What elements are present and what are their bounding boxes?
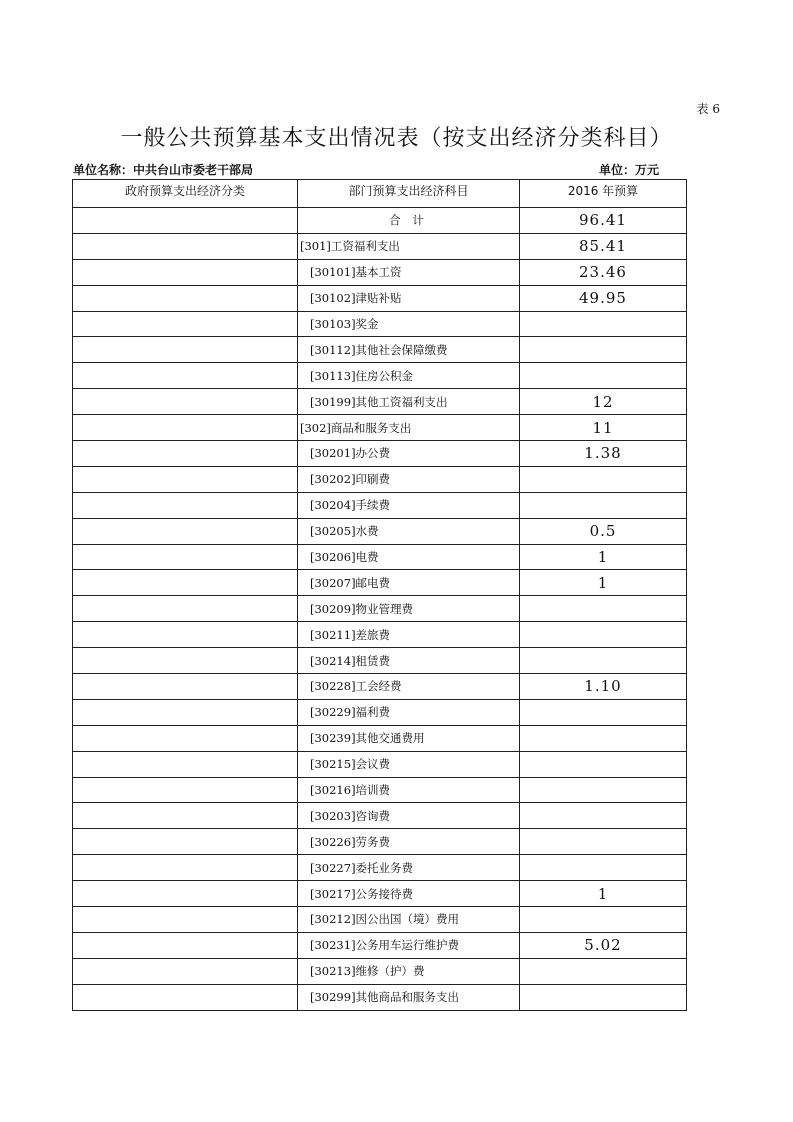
gov-classification-cell [73,415,298,441]
gov-classification-cell [73,363,298,389]
expense-item-cell [298,725,520,751]
gov-classification-cell [73,622,298,648]
expense-item-cell [298,829,520,855]
expense-item-label: [30204]手续费 [310,498,391,513]
budget-value-cell: 0.5 [520,518,687,544]
budget-value-cell: 1.38 [520,441,687,467]
budget-value-cell [520,958,687,984]
expense-item-cell [298,544,520,570]
table-row [73,441,687,467]
gov-classification-cell [73,855,298,881]
budget-value-cell [520,829,687,855]
expense-item-label: [301]工资福利支出 [300,239,400,254]
table-row [73,699,687,725]
expense-item-cell [298,881,520,907]
expense-item-label: [30199]其他工资福利支出 [310,394,448,409]
expense-item-label: [30215]会议费 [310,757,391,772]
expense-item-label: [30113]住房公积金 [310,368,414,383]
budget-value-cell: 12 [520,389,687,415]
expense-item-label: [30216]培训费 [310,783,391,798]
gov-classification-cell [73,674,298,700]
expense-item-cell [298,233,520,259]
gov-classification-cell [73,648,298,674]
expense-item-cell [298,932,520,958]
expense-item-cell [298,259,520,285]
table-row [73,492,687,518]
unit-name: 单位名称：中共台山市委老干部局 [73,163,254,177]
expense-item-label: [30101]基本工资 [310,265,402,280]
header-dept-subject: 部门预算支出经济科目 [298,180,520,208]
budget-table [72,179,687,1011]
budget-value-cell [520,596,687,622]
budget-value-cell [520,363,687,389]
expense-item-cell [298,984,520,1010]
expense-item-label: 合 计 [389,213,428,228]
gov-classification-cell [73,699,298,725]
table-row [73,466,687,492]
expense-item-label: [30203]咨询费 [310,808,391,823]
table-row [73,777,687,803]
gov-classification-cell [73,311,298,337]
expense-item-label: [30102]津贴补贴 [310,291,402,306]
expense-item-cell [298,803,520,829]
expense-item-cell [298,622,520,648]
table-row [73,363,687,389]
gov-classification-cell [73,441,298,467]
budget-value-cell: 1 [520,570,687,596]
budget-value-cell [520,648,687,674]
expense-item-cell [298,415,520,441]
gov-classification-cell [73,570,298,596]
gov-classification-cell [73,208,298,234]
gov-classification-cell [73,751,298,777]
table-row [73,415,687,441]
budget-value-cell: 1 [520,544,687,570]
table-row [73,570,687,596]
gov-classification-cell [73,285,298,311]
expense-item-cell [298,751,520,777]
expense-item-label: [30227]委托业务费 [310,860,414,875]
expense-item-label: [30213]维修（护）费 [310,964,425,979]
expense-item-label: [30229]福利费 [310,705,391,720]
budget-value-cell: 49.95 [520,285,687,311]
expense-item-label: [30228]工会经费 [310,679,402,694]
budget-value-cell [520,699,687,725]
table-row [73,725,687,751]
table-row [73,622,687,648]
expense-item-cell [298,518,520,544]
budget-value-cell [520,492,687,518]
table-number: 表 6 [696,102,720,116]
gov-classification-cell [73,725,298,751]
gov-classification-cell [73,337,298,363]
gov-classification-cell [73,958,298,984]
table-row [73,881,687,907]
table-row [73,596,687,622]
budget-value-cell [520,466,687,492]
gov-classification-cell [73,466,298,492]
header-budget-2016: 2016 年预算 [520,180,687,208]
expense-item-label: [30206]电费 [310,550,379,565]
expense-item-label: [30112]其他社会保障缴费 [310,342,448,357]
gov-classification-cell [73,544,298,570]
table-row [73,855,687,881]
expense-item-label: [30231]公务用车运行维护费 [310,938,460,953]
expense-item-label: [30239]其他交通费用 [310,731,425,746]
table-row [73,829,687,855]
budget-value-cell [520,855,687,881]
gov-classification-cell [73,233,298,259]
budget-value-cell: 85.41 [520,233,687,259]
expense-item-label: [30209]物业管理费 [310,601,414,616]
table-row [73,984,687,1010]
table-row [73,311,687,337]
budget-value-cell [520,311,687,337]
table-row [73,932,687,958]
table-row [73,544,687,570]
budget-value-cell: 5.02 [520,932,687,958]
table-row [73,337,687,363]
expense-item-label: [30103]奖金 [310,317,379,331]
expense-item-label: [30217]公务接待费 [310,886,414,901]
budget-value-cell [520,337,687,363]
expense-item-label: [30201]办公费 [310,446,391,461]
expense-item-cell [298,337,520,363]
budget-value-cell [520,984,687,1010]
gov-classification-cell [73,932,298,958]
expense-item-label: [30226]劳务费 [310,834,391,849]
expense-item-label: [30299]其他商品和服务支出 [310,990,460,1005]
unit-measure: 单位：万元 [599,163,660,177]
table-row [73,259,687,285]
budget-value-cell [520,803,687,829]
expense-item-cell [298,441,520,467]
expense-item-cell [298,363,520,389]
budget-value-cell [520,751,687,777]
page-title: 一般公共预算基本支出情况表（按支出经济分类科目） [120,126,673,151]
table-row [73,389,687,415]
expense-item-label: [30212]因公出国（境）费用 [310,912,460,927]
expense-item-cell [298,285,520,311]
gov-classification-cell [73,492,298,518]
expense-item-label: [30211]差旅费 [310,627,391,642]
gov-classification-cell [73,829,298,855]
table-row [73,907,687,933]
budget-value-cell [520,777,687,803]
expense-item-label: [30214]租赁费 [310,653,391,668]
table-row [73,803,687,829]
expense-item-cell [298,958,520,984]
gov-classification-cell [73,596,298,622]
expense-item-label: [30207]邮电费 [310,575,391,590]
gov-classification-cell [73,777,298,803]
expense-item-cell [298,777,520,803]
table-row [73,208,687,234]
expense-item-label: [302]商品和服务支出 [300,420,412,435]
budget-value-cell [520,725,687,751]
gov-classification-cell [73,389,298,415]
expense-item-cell [298,570,520,596]
table-row [73,751,687,777]
gov-classification-cell [73,907,298,933]
table-row [73,648,687,674]
gov-classification-cell [73,984,298,1010]
gov-classification-cell [73,881,298,907]
table-row [73,285,687,311]
expense-item-cell [298,855,520,881]
table-row [73,518,687,544]
budget-value-cell: 96.41 [520,208,687,234]
expense-item-cell [298,466,520,492]
expense-item-cell [298,311,520,337]
expense-item-cell [298,208,520,234]
table-row [73,674,687,700]
expense-item-label: [30205]水费 [310,524,379,539]
expense-item-cell [298,907,520,933]
gov-classification-cell [73,803,298,829]
table-row [73,233,687,259]
expense-item-cell [298,389,520,415]
expense-item-cell [298,492,520,518]
budget-value-cell: 1.10 [520,674,687,700]
budget-value-cell [520,622,687,648]
table-row [73,958,687,984]
expense-item-cell [298,699,520,725]
expense-item-cell [298,648,520,674]
budget-value-cell: 23.46 [520,259,687,285]
gov-classification-cell [73,259,298,285]
header-gov-classification: 政府预算支出经济分类 [73,180,298,208]
table-header-row [73,180,687,208]
expense-item-cell [298,674,520,700]
budget-value-cell: 11 [520,415,687,441]
expense-item-cell [298,596,520,622]
budget-value-cell [520,907,687,933]
expense-item-label: [30202]印刷费 [310,472,391,487]
budget-value-cell: 1 [520,881,687,907]
gov-classification-cell [73,518,298,544]
